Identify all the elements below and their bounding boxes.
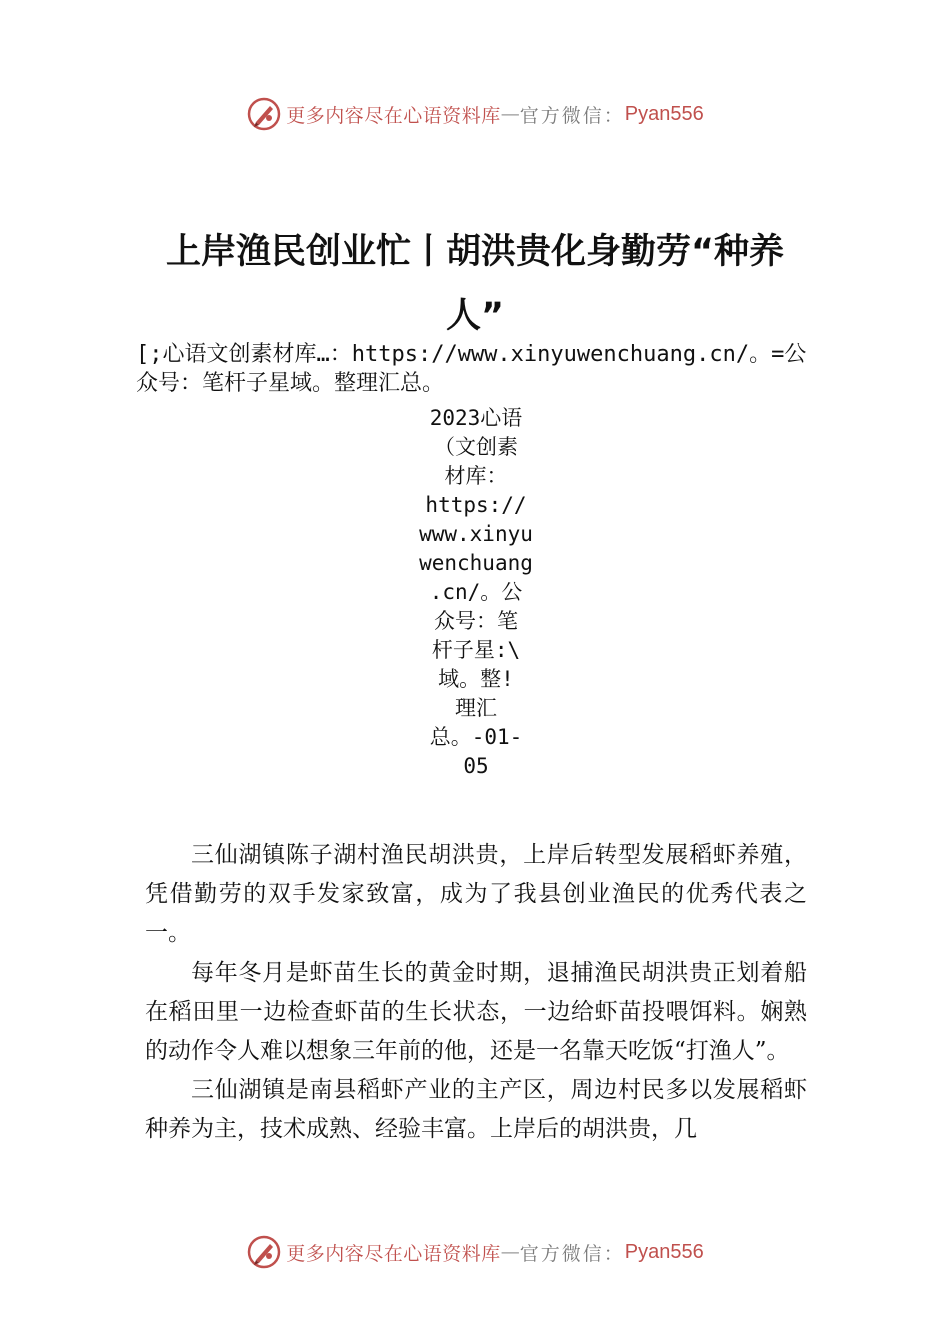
header-watermark-banner (0, 94, 950, 134)
narrow-line: 众号：笔 (434, 609, 518, 633)
banner-main-text: 更多内容尽在心语资料库 (286, 104, 501, 127)
narrow-source-block (418, 404, 534, 781)
narrow-line: wenchuang (419, 551, 533, 575)
banner-dash: — (500, 1241, 520, 1263)
narrow-line: 2023心语 (429, 406, 523, 430)
narrow-line: 05 (463, 754, 489, 778)
narrow-line: www.xinyu (419, 522, 533, 546)
narrow-line: .cn/。公 (429, 580, 523, 604)
pen-logo-icon (246, 1234, 282, 1270)
banner-wechat-id: Pyan556 (624, 1240, 704, 1263)
banner-wechat-id: Pyan556 (624, 102, 704, 125)
narrow-line: 杆子星:\ (431, 638, 521, 662)
article-body (145, 836, 807, 1150)
article-title: 上岸渔民创业忙丨胡洪贵化身勤劳“种养人” (165, 232, 784, 336)
banner-wechat-label: 官方微信： (519, 104, 625, 127)
narrow-line: 域。整! (438, 667, 514, 691)
banner-dash: — (500, 103, 520, 125)
pen-logo-icon (246, 96, 282, 132)
narrow-line: 材库： (444, 464, 508, 488)
narrow-line: https:// (425, 493, 527, 517)
paragraph: 三仙湖镇陈子湖村渔民胡洪贵，上岸后转型发展稻虾养殖，凭借勤劳的双手发家致富，成为了我县创业渔民的优秀代表之一。 (145, 842, 807, 947)
narrow-line: 总。-01- (429, 725, 523, 749)
banner-wechat-label: 官方微信： (519, 1242, 625, 1265)
narrow-line: 理汇 (455, 696, 497, 720)
paragraph: 三仙湖镇是南县稻虾产业的主产区，周边村民多以发展稻虾种养为主，技术成熟、经验丰富。上岸后的胡洪贵，几 (145, 1077, 807, 1143)
footer-watermark-banner (0, 1232, 950, 1272)
source-line: [;心语文创素材库…：https://www.xinyuwenchuang.cn/。=公众号：笔杆子星域。整理汇总。 (136, 342, 807, 396)
paragraph: 每年冬月是虾苗生长的黄金时期，退捕渔民胡洪贵正划着船在稻田里一边检查虾苗的生长状态，一边给虾苗投喂饵料。娴熟的动作令人难以想象三年前的他，还是一名靠天吃饭“打渔人”。 (145, 959, 807, 1065)
banner-main-text: 更多内容尽在心语资料库 (286, 1242, 501, 1265)
narrow-line: （文创素 (434, 435, 518, 459)
